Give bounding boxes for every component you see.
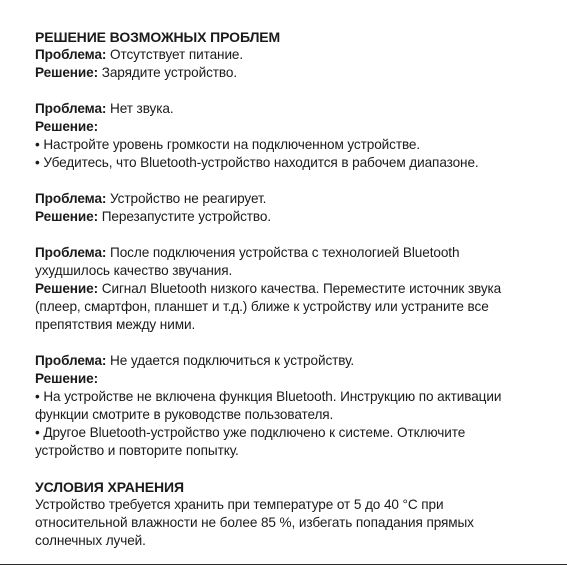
solution-4-text-line-1: Сигнал Bluetooth низкого качества. Переместите источник звука xyxy=(101,281,502,296)
problem-label: Проблема: xyxy=(35,245,107,260)
problem-3 xyxy=(35,190,555,208)
solution-3 xyxy=(35,208,555,226)
problem-3-text: Устройство не реагирует. xyxy=(110,191,267,206)
solution-5-bullet-1-line-1: • На устройстве не включена функция Bluetooth. Инструкцию по активации xyxy=(35,389,502,404)
solution-label: Решение: xyxy=(35,209,99,224)
solution-label: Решение: xyxy=(35,281,99,296)
problem-label: Проблема: xyxy=(35,191,107,206)
problem-4-text-line-2: ухудшилось качество звучания. xyxy=(35,263,233,278)
solution-5-bullet-1-line-2: функции смотрите в руководстве пользователя. xyxy=(35,407,334,422)
problem-label: Проблема: xyxy=(35,353,107,368)
solution-label: Решение: xyxy=(35,65,99,80)
storage-heading: УСЛОВИЯ ХРАНЕНИЯ xyxy=(35,479,184,495)
solution-4 xyxy=(35,280,555,298)
solution-1-text: Зарядите устройство. xyxy=(101,65,238,80)
problem-5-text: Не удается подключиться к устройству. xyxy=(110,353,355,368)
troubleshooting-heading: РЕШЕНИЕ ВОЗМОЖНЫХ ПРОБЛЕМ xyxy=(35,29,281,45)
storage-text-line-2: относительной влажности не более 85 %, избегать попадания прямых xyxy=(35,515,474,530)
solution-4-text-line-2: (плеер, смартфон, планшет и т.д.) ближе к устройству или устраните все xyxy=(35,299,489,314)
solution-2-label: Решение: xyxy=(35,119,99,134)
bottom-divider xyxy=(0,564,567,565)
solution-5-label: Решение: xyxy=(35,371,99,386)
solution-5-bullet-2-line-1: • Другое Bluetooth-устройство уже подключено к системе. Отключите xyxy=(35,425,466,440)
problem-label: Проблема: xyxy=(35,47,107,62)
problem-5 xyxy=(35,352,555,370)
solution-4-text-line-3: препятствия между ними. xyxy=(35,317,196,332)
problem-2 xyxy=(35,100,555,118)
solution-1 xyxy=(35,64,555,82)
manual-page xyxy=(35,28,555,550)
problem-1 xyxy=(35,46,555,64)
solution-2-bullet-2: • Убедитесь, что Bluetooth-устройство находится в рабочем диапазоне. xyxy=(35,155,479,170)
storage-text-line-1: Устройство требуется хранить при температуре от 5 до 40 °C при xyxy=(35,497,444,512)
solution-2-bullet-1: • Настройте уровень громкости на подключенном устройстве. xyxy=(35,137,421,152)
problem-4-text-line-1: После подключения устройства с технологией Bluetooth xyxy=(110,245,460,260)
problem-2-text: Нет звука. xyxy=(110,101,174,116)
problem-1-text: Отсутствует питание. xyxy=(110,47,244,62)
problem-4 xyxy=(35,244,555,262)
storage-text-line-3: солнечных лучей. xyxy=(35,533,146,548)
solution-3-text: Перезапустите устройство. xyxy=(101,209,272,224)
solution-5-bullet-2-line-2: устройство и повторите попытку. xyxy=(35,443,239,458)
problem-label: Проблема: xyxy=(35,101,107,116)
